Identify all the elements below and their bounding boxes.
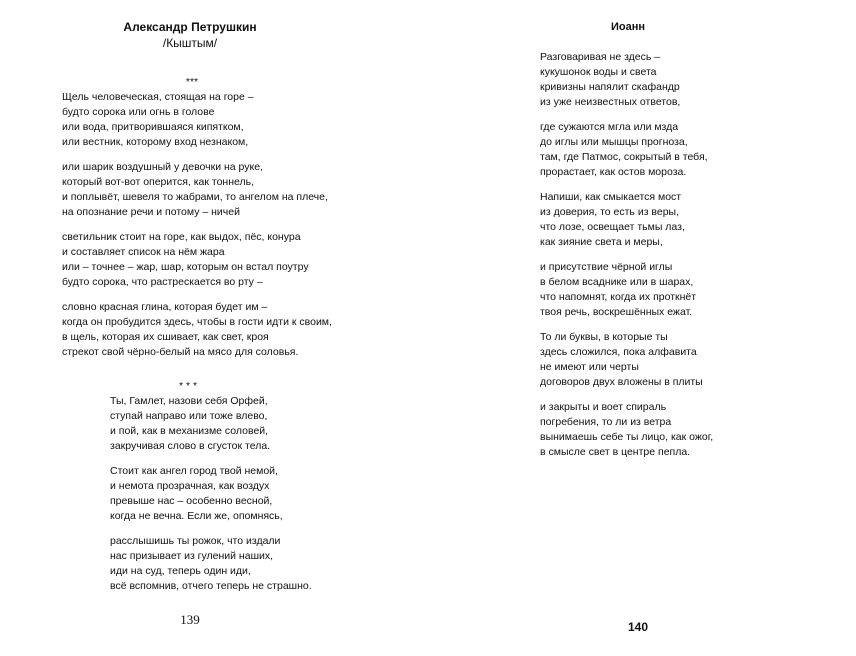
poem-line: кукушонок воды и света [540,66,657,78]
author-name: Александр Петрушкин [123,20,257,34]
poem-line: в смысле свет в центре пепла. [540,446,691,458]
poem-line: из доверия, то есть из веры, [540,206,680,218]
poem-line: и присутствие чёрной иглы [540,261,673,273]
poem-line: всё вспомнив, отчего теперь не страшно. [110,580,312,592]
poem-line: где сужаются мгла или мзда [540,121,679,133]
poem-line: Щель человеческая, стоящая на горе – [62,91,254,103]
poem-ioann [540,50,820,470]
poem-line: и закрыты и воет спираль [540,401,667,413]
stanza [62,300,362,360]
poem-line: или – точнее – жар, шар, которым он встал поутру [62,261,309,273]
poem-line: нас призывает из гулений наших, [110,550,274,562]
stanza [110,394,360,454]
poem-line: там, где Патмос, сокрытый в тебя, [540,151,708,163]
poem-line: погребения, то ли из ветра [540,416,672,428]
poem-line: договоров двух вложены в плиты [540,376,703,388]
poem-line: светильник стоит на горе, как выдох, пёс, конура [62,231,301,243]
poem-line: Разговаривая не здесь – [540,51,661,63]
author-place: /Кыштым/ [162,36,218,50]
page-number: 139 [180,612,200,627]
stanza [540,260,820,320]
poem-line: будто сорока или огнь в голове [62,106,215,118]
poem-line: в щель, которая их сшивает, как свет, кроя [62,331,269,343]
poem-shchel [62,90,362,370]
poem-line: Напиши, как смыкается мост [540,191,682,203]
poem-separator: * * * [178,380,198,392]
poem-line: ступай направо или тоже влево, [110,410,268,422]
poem-line: что лозе, освещает тьмы лаз, [540,221,685,233]
stanza [110,464,360,524]
poem-line: и немота прозрачная, как воздух [110,480,270,492]
stanza [540,120,820,180]
poem-line: Стоит как ангел город твой немой, [110,465,278,477]
poem-line: что напомнят, когда их проткнёт [540,291,697,303]
stanza [62,160,362,220]
poem-line: не имеют или черты [540,361,639,373]
poem-line: Ты, Гамлет, назови себя Орфей, [110,395,268,407]
poem-line: расслышишь ты рожок, что издали [110,535,281,547]
poem-line: или шарик воздушный у девочки на руке, [62,161,263,173]
stanza [62,90,362,150]
poem-gamlet [110,394,360,604]
poem-line: и поплывёт, шевеля то жабрами, то ангелом на плече, [62,191,328,203]
poem-line: здесь сложился, пока алфавита [540,346,697,358]
poem-line: стрекот свой чёрно-белый на мясо для соловья. [62,346,299,358]
poem-line: кривизны напялит скафандр [540,81,680,93]
poem-line: прорастает, как остов мороза. [540,166,687,178]
poem-line: который вот-вот оперится, как тоннель, [62,176,255,188]
poem-line: как зияние света и меры, [540,236,663,248]
right-page [428,0,856,656]
stanza [540,330,820,390]
poem-line: и пой, как в механизме соловей, [110,425,269,437]
stanza [110,534,360,594]
poem-line: твоя речь, воскрешённых ежат. [540,306,693,318]
poem-line: вынимаешь себе ты лицо, как ожог, [540,431,714,443]
poem-title: Иоанн [610,21,646,33]
poem-line: до иглы или мышцы прогноза, [540,136,688,148]
poem-line: закручивая слово в сгусток тела. [110,440,271,452]
poem-line: словно красная глина, которая будет им – [62,301,268,313]
poem-line: То ли буквы, в которые ты [540,331,668,343]
poem-line: из уже неизвестных ответов, [540,96,681,108]
poem-line: в белом всаднике или в шарах, [540,276,694,288]
poem-line: или вода, притворившаяся кипятком, [62,121,244,133]
poem-separator: *** [185,76,199,88]
page-number: 140 [627,620,649,634]
poem-line: превыше нас – особенно весной, [110,495,273,507]
poem-line: иди на суд, теперь один иди, [110,565,251,577]
stanza [62,230,362,290]
poem-line: когда он пробудится здесь, чтобы в гости идти к своим, [62,316,332,328]
stanza [540,190,820,250]
stanza [540,400,820,460]
poem-line: будто сорока, что растрескается во рту – [62,276,263,288]
poem-line: и составляет список на нём жара [62,246,225,258]
poem-line: на опознание речи и потому – ничей [62,206,240,218]
stanza [540,50,820,110]
poem-line: когда не вечна. Если же, опомнясь, [110,510,283,522]
poem-line: или вестник, которому вход незнаком, [62,136,249,148]
